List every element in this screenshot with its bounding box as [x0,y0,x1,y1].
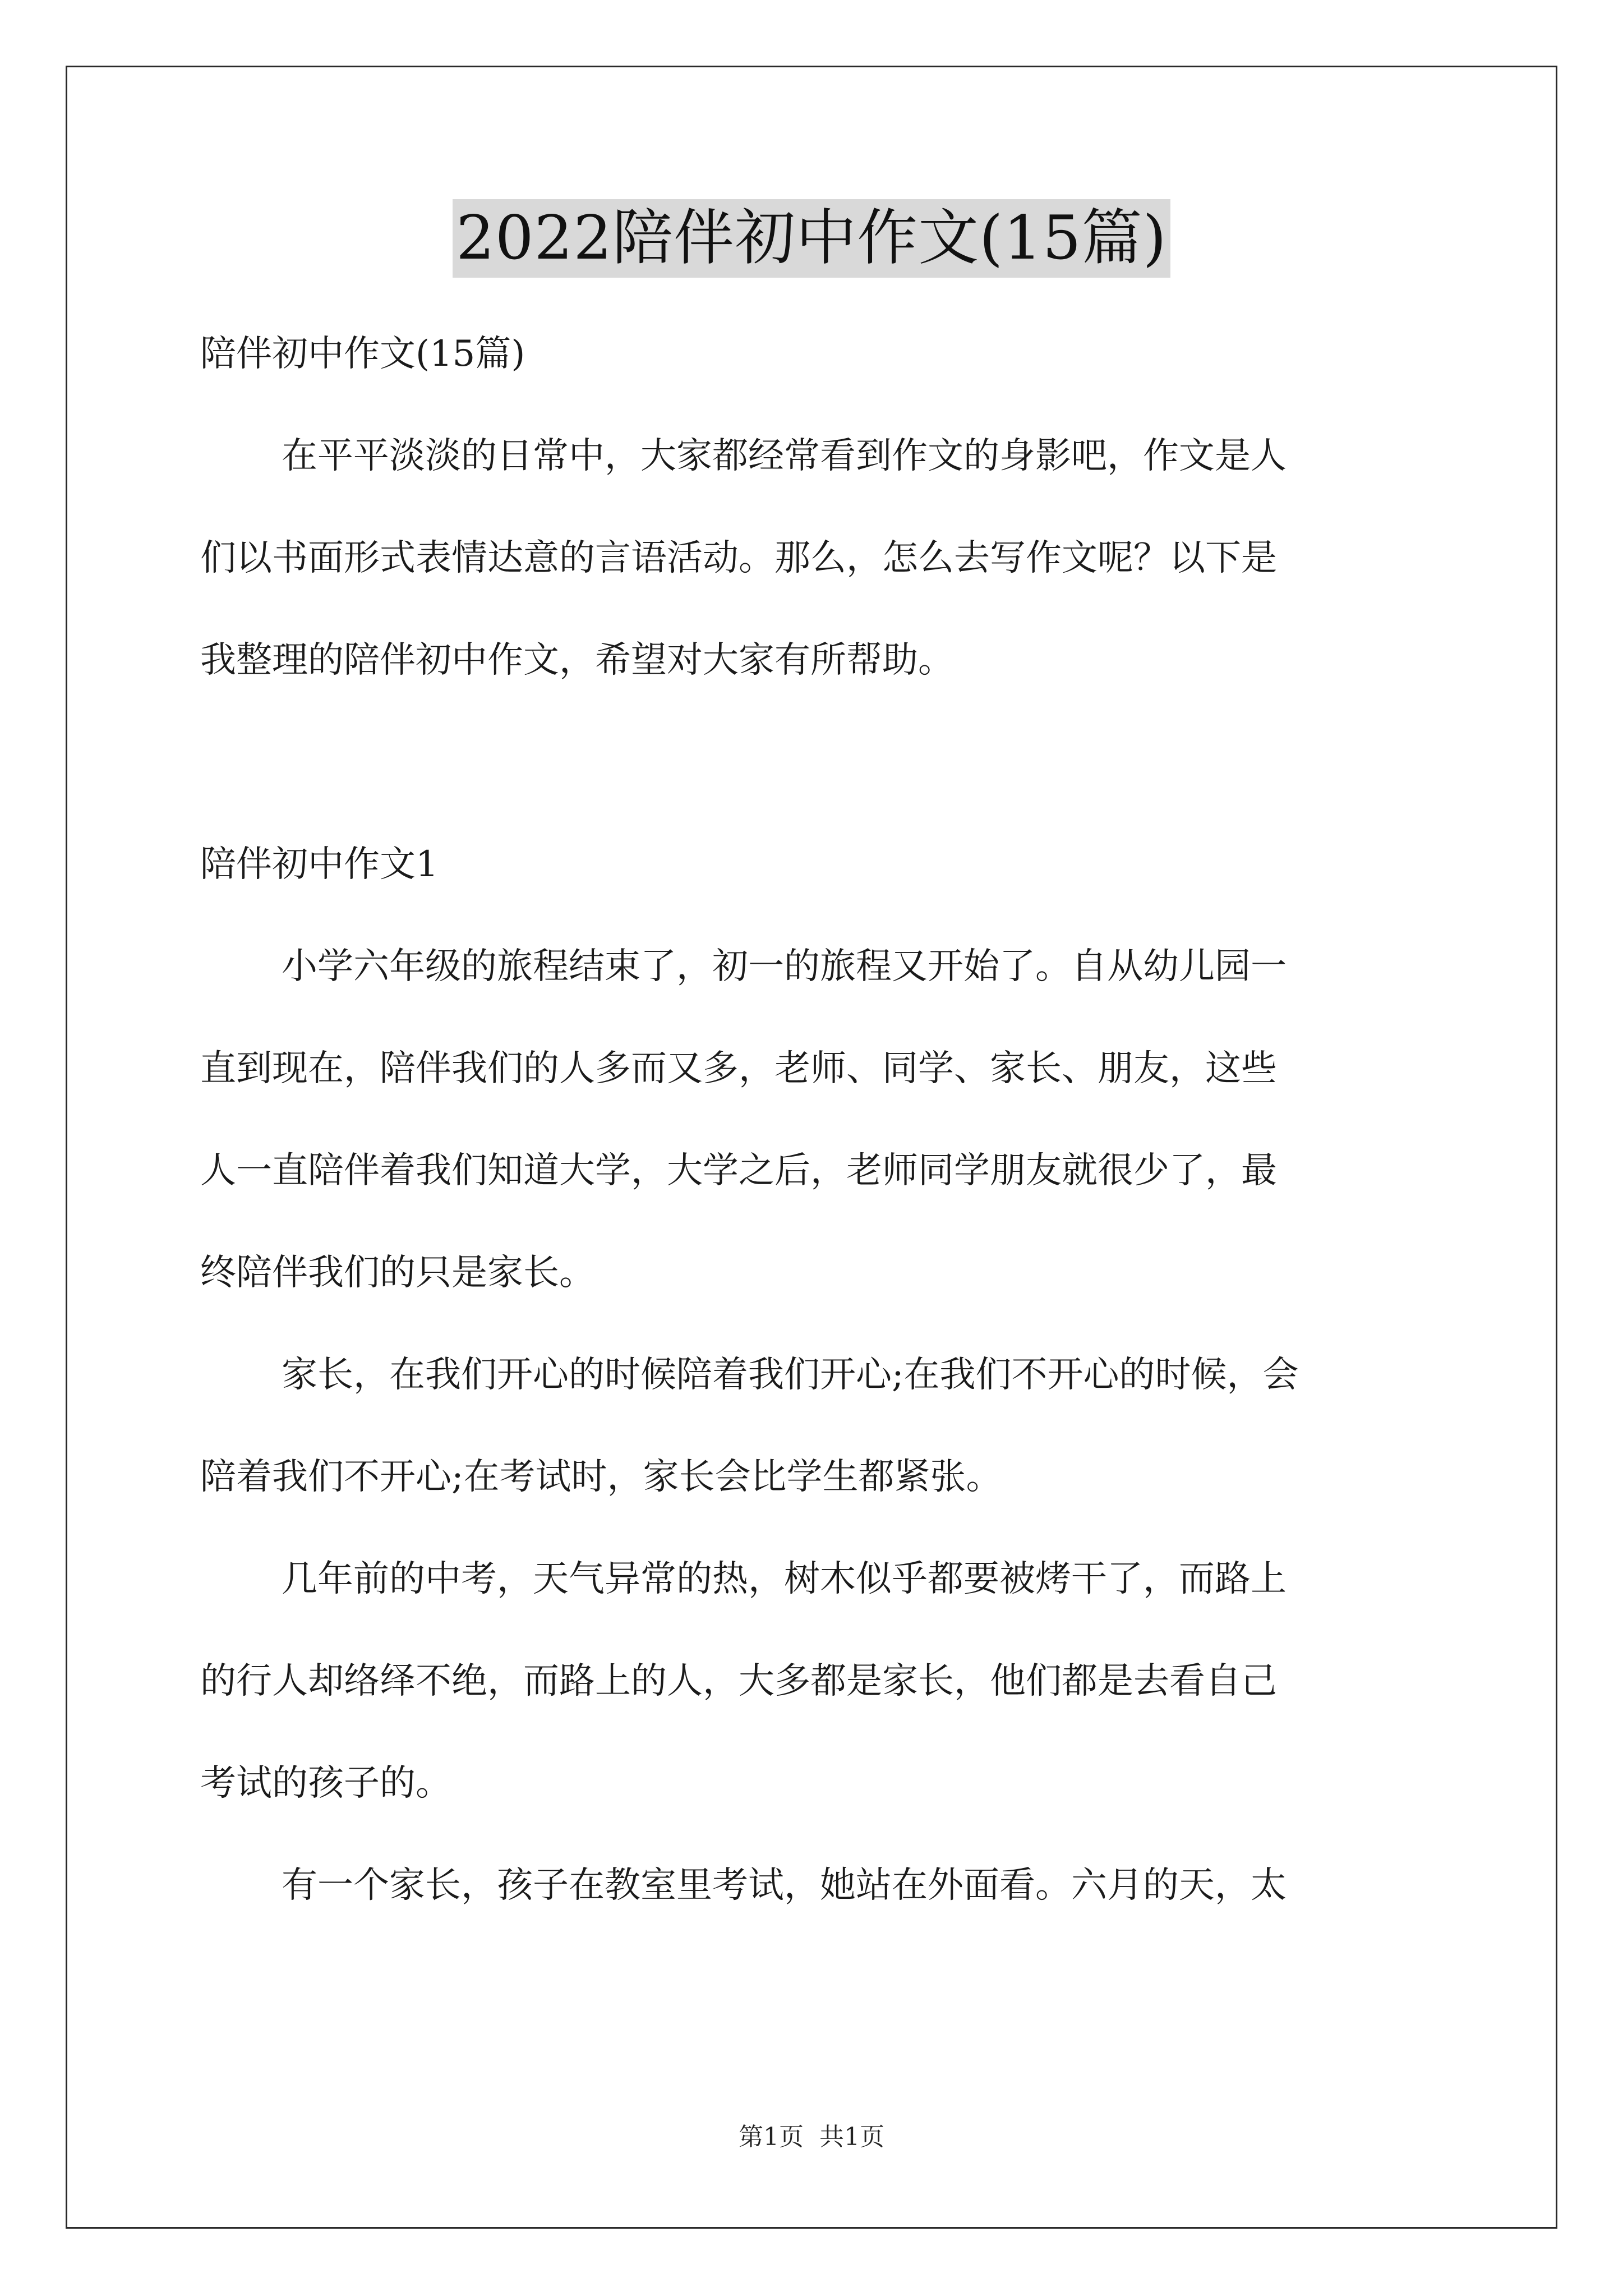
paragraph-line: 有一个家长，孩子在教室里考试，她站在外面看。六月的天，太 [282,1865,1287,1906]
paragraph-4 [200,1834,1428,1936]
paragraph-line: 陪着我们不开心;在考试时，家长会比学生都紧张。 [200,1456,1002,1498]
paragraph-line: 考试的孩子的。 [200,1763,451,1804]
blank-line [200,711,1428,813]
page-footer [0,2120,1623,2154]
paragraph-3 [200,1528,1428,1834]
intro-line: 们以书面形式表情达意的言语活动。那么，怎么去写作文呢？以下是 [200,537,1277,579]
document-body [200,303,1428,1936]
document-title: 2022陪伴初中作文(15篇) [453,199,1170,278]
paragraph-line: 小学六年级的旅程结束了，初一的旅程又开始了。自从幼儿园一 [282,946,1287,987]
intro-line: 在平平淡淡的日常中，大家都经常看到作文的身影吧，作文是人 [282,435,1287,477]
paragraph-line: 人一直陪伴着我们知道大学，大学之后，老师同学朋友就很少了，最 [200,1150,1277,1191]
paragraph-2 [200,1324,1428,1528]
page-number-current: 第1页 [739,2123,804,2151]
paragraph-1 [200,915,1428,1324]
intro-line: 我整理的陪伴初中作文，希望对大家有所帮助。 [200,639,954,681]
paragraph-line: 家长，在我们开心的时候陪着我们开心;在我们不开心的时候，会 [282,1354,1299,1396]
paragraph-line: 几年前的中考，天气异常的热，树木似乎都要被烤干了，而路上 [282,1558,1287,1600]
paragraph-line: 直到现在，陪伴我们的人多而又多，老师、同学、家长、朋友，这些 [200,1048,1277,1089]
paragraph-line: 的行人却络绎不绝，而路上的人，大多都是家长，他们都是去看自己 [200,1660,1277,1702]
intro-paragraph [200,405,1428,711]
section-heading: 陪伴初中作文1 [200,844,439,885]
title-container [0,199,1623,278]
page-number-total: 共1页 [819,2123,884,2151]
paragraph-line: 终陪伴我们的只是家长。 [200,1252,595,1294]
document-subtitle: 陪伴初中作文(15篇) [200,333,525,375]
